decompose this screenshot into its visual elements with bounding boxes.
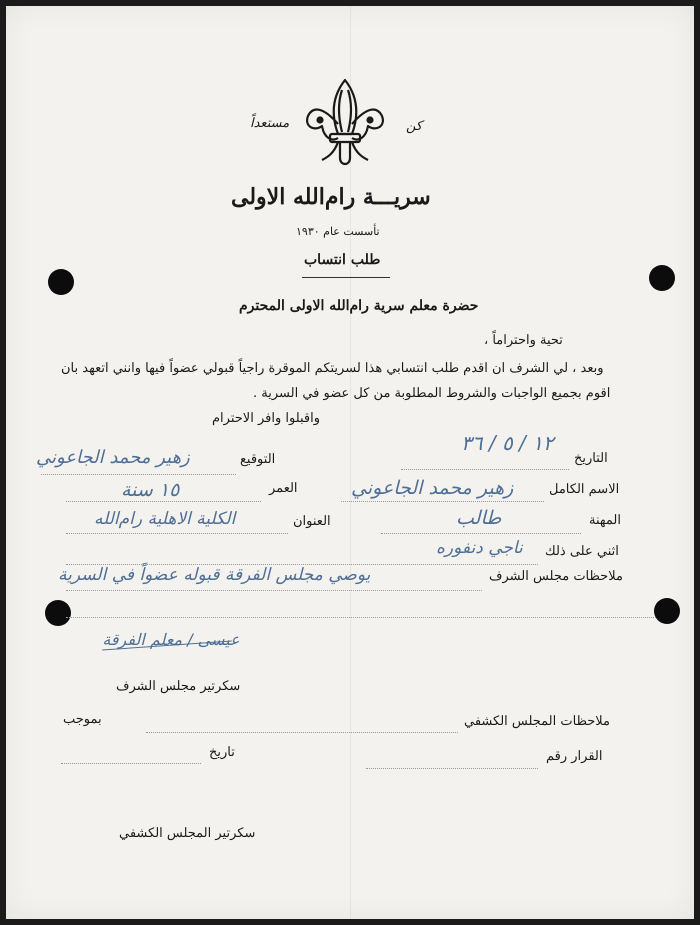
- decision-date-label: تاريخ: [209, 745, 235, 760]
- vouch-value: ناجي دنفوره: [436, 538, 523, 558]
- date-line: [401, 469, 569, 470]
- addressee-line: حضرة معلم سرية رام‌الله الاولى المحترم: [239, 298, 479, 314]
- motto-right: كن: [406, 119, 423, 134]
- profession-line: [381, 533, 581, 534]
- signature-label: التوقيع: [240, 452, 276, 467]
- council-notes-line-1: [66, 590, 482, 591]
- closing-text: واقبلوا وافر الاحترام: [212, 411, 321, 426]
- fullname-line: [341, 501, 544, 502]
- council-notes-value: يوصي مجلس الفرقة قبوله عضواً في السرية: [58, 565, 371, 585]
- punch-hole-top-right: [649, 265, 675, 291]
- decision-number-line: [366, 768, 538, 769]
- punch-hole-bottom-left: [45, 600, 71, 626]
- age-value: ١٥ سنة: [121, 479, 180, 501]
- council-notes-label: ملاحظات مجلس الشرف: [489, 569, 623, 584]
- scout-council-secretary-label: سكرتير المجلس الكشفي: [119, 826, 256, 841]
- greeting-text: تحية واحتراماً ،: [484, 333, 563, 348]
- by-order-label: بموجب: [63, 712, 102, 727]
- signature-line: [41, 474, 236, 475]
- scout-council-notes-line: [146, 732, 458, 733]
- scout-council-notes-label: ملاحظات المجلس الكشفي: [464, 714, 611, 729]
- decision-date-line: [61, 763, 201, 764]
- age-line: [66, 501, 261, 502]
- troop-name-title: سريـــة رام‌الله الاولى: [231, 184, 431, 210]
- fullname-value: زهير محمد الجاعوني: [351, 477, 514, 499]
- profession-label: المهنة: [589, 513, 621, 528]
- profession-value: طالب: [456, 507, 502, 529]
- vouch-label: اثني على ذلك: [545, 544, 619, 559]
- form-title-underline: [302, 277, 390, 278]
- age-label: العمر: [269, 481, 298, 496]
- motto-left: مستعداً: [250, 116, 290, 131]
- decision-number-label: القرار رقم: [546, 749, 603, 764]
- body-line-1: وبعد ، لي الشرف ان اقدم طلب انتسابي هذا لسريتكم الموقرة راجياً قبولي عضواً فيها وانني اتعهد بان: [61, 361, 604, 376]
- punch-hole-top-left: [48, 269, 74, 295]
- secretary-honor-council-label: سكرتير مجلس الشرف: [116, 679, 241, 694]
- form-title: طلب انتساب: [304, 252, 381, 268]
- address-line: [66, 533, 288, 534]
- address-label: العنوان: [293, 514, 331, 529]
- address-value: الكلية الاهلية رام‌الله: [94, 509, 236, 529]
- founded-year: تأسست عام ١٩٣٠: [296, 225, 380, 238]
- fleur-de-lis-emblem-icon: [304, 76, 386, 172]
- council-notes-line-2: [66, 617, 656, 618]
- application-form-page: [6, 6, 694, 919]
- date-label: التاريخ: [574, 451, 608, 466]
- date-value: ١٢ / ٥ / ٣٦: [461, 431, 554, 455]
- body-line-2: اقوم بجميع الواجبات والشروط المطلوبة من كل عضو في السرية .: [253, 386, 611, 401]
- punch-hole-bottom-right: [654, 598, 680, 624]
- secretary-handwritten-signature: عيسى / معلم الفرقة: [102, 630, 240, 649]
- signature-value: زهير محمد الجاعوني: [36, 447, 190, 468]
- fullname-label: الاسم الكامل: [549, 482, 620, 497]
